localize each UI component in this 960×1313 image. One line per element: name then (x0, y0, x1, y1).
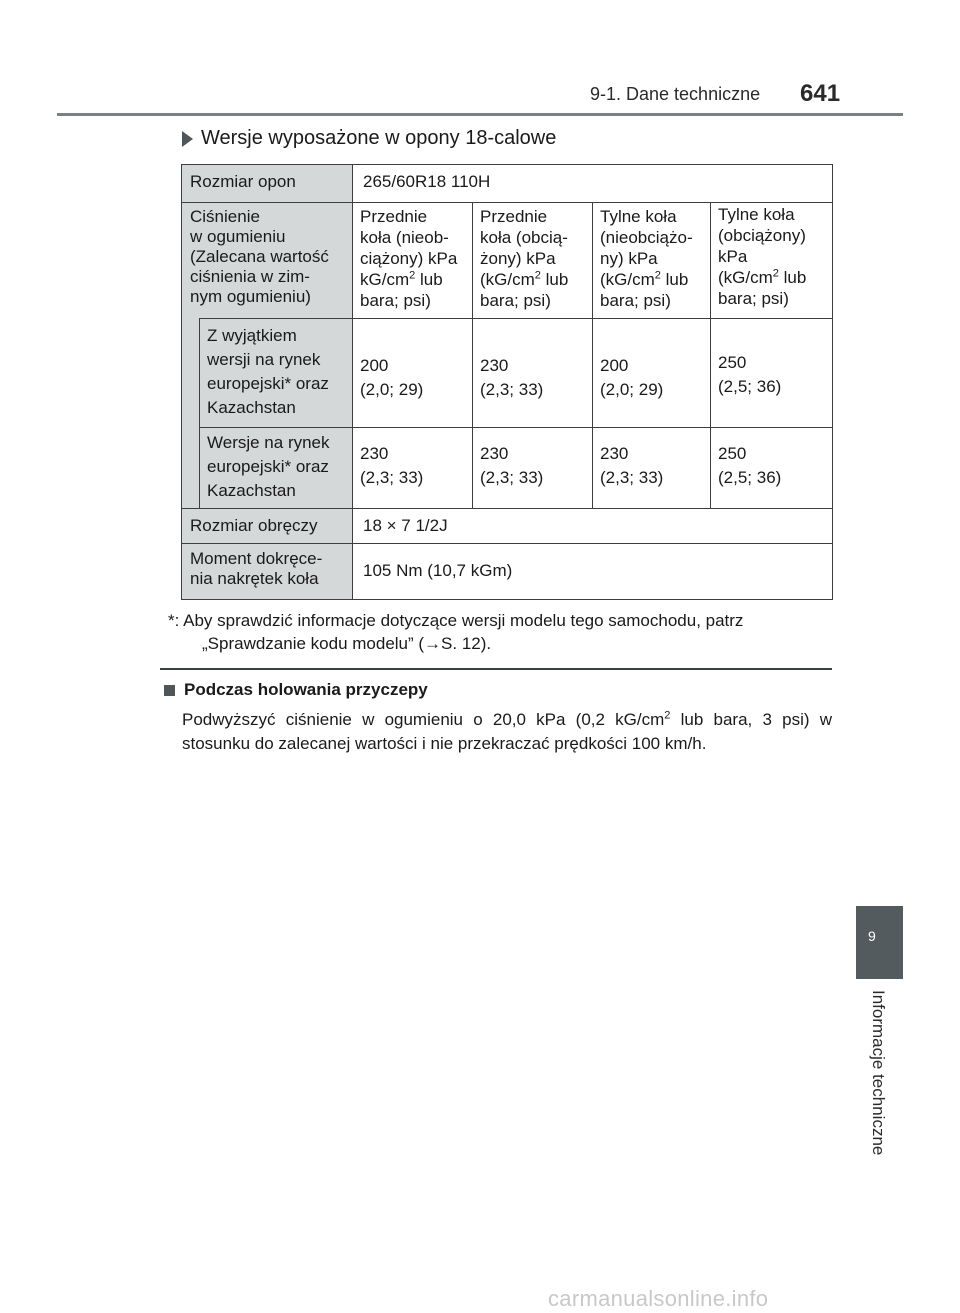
column-header-line: $kG/cm^2$ lub (360, 269, 443, 289)
triangle-bullet-icon (182, 131, 193, 147)
row-label-line: Z wyjątkiem (207, 326, 297, 345)
row-label-line: europejski* oraz (207, 457, 329, 476)
row-label-line: wersji na rynek (207, 350, 321, 369)
footnote (168, 609, 832, 655)
column-header-front-unloaded (352, 202, 472, 318)
header-divider (57, 113, 903, 116)
rim-size-value-cell (352, 508, 832, 543)
section-heading (182, 127, 556, 150)
table-cell: 250 (2,5; 36) (718, 353, 782, 396)
table-cell: 230 (2,3; 33) (360, 444, 424, 487)
torque-label-cell (182, 543, 352, 599)
indent-strip (182, 318, 199, 508)
pressure-label-cell (182, 202, 352, 318)
footnote-line-2: „Sprawdzanie kodu modelu” (→S. 12). (202, 634, 492, 653)
rim-size-label: Rozmiar obręczy (190, 516, 318, 535)
table-cell: 230 (2,3; 33) (600, 444, 664, 487)
page-number: 641 (800, 80, 841, 107)
row-label-line: europejski* oraz (207, 374, 329, 393)
tire-size-value: 265/60R18 110H (363, 172, 491, 191)
column-header-line: Przednie (360, 207, 428, 226)
towing-heading (164, 680, 428, 700)
column-header-rear-unloaded (592, 202, 710, 318)
tire-size-label-cell (182, 165, 352, 202)
column-header-line: Przednie (480, 207, 548, 226)
row-label-non-european (199, 318, 352, 427)
chapter-label: Informacje techniczne (869, 990, 888, 1156)
tire-size-value-cell (352, 165, 832, 202)
column-header-line: ($kG/cm^2$ lub (480, 269, 569, 289)
watermark: carmanualsonline.info (548, 1286, 769, 1311)
row-label-line: Kazachstan (207, 398, 296, 417)
column-header-line: żony) kPa (480, 249, 556, 268)
table-cell: 200 (2,0; 29) (360, 356, 424, 399)
column-header-line: Tylne koła (718, 205, 795, 224)
column-header-front-loaded (472, 202, 592, 318)
row-label-line: Kazachstan (207, 481, 296, 500)
torque-value-cell (352, 543, 832, 599)
column-header-line: ny) kPa (600, 249, 658, 268)
torque-value: 105 Nm (10,7 kGm) (363, 561, 513, 580)
table-cell: 200 (2,0; 29) (600, 356, 664, 399)
section-divider (160, 668, 832, 670)
column-header-line: bara; psi) (600, 291, 671, 310)
column-header-line: koła (obcią- (480, 228, 568, 247)
row-label-line: Wersje na rynek (207, 433, 330, 452)
pressure-label-line: Ciśnienie (190, 207, 260, 226)
column-header-rear-loaded (710, 202, 832, 318)
column-header-line: Tylne koła (600, 207, 677, 226)
footnote-line-1: *: Aby sprawdzić informacje dotyczące wersji modelu tego samochodu, patrz (168, 611, 744, 630)
torque-label-line: nia nakrętek koła (190, 569, 319, 588)
chapter-number: 9 (868, 928, 876, 944)
column-header-line: kPa (718, 247, 748, 266)
header-section-title: 9-1. Dane techniczne (590, 84, 761, 104)
pressure-label-line: w ogumieniu (190, 227, 286, 246)
torque-label-line: Moment dokręce- (190, 549, 323, 568)
column-header-line: ($kG/cm^2$ lub (718, 267, 807, 287)
table-cell: 230 (2,3; 33) (480, 444, 544, 487)
pressure-label-line: nym ogumieniu) (190, 287, 311, 306)
row-label-european (199, 427, 352, 508)
pressure-label-line: (Zalecana wartość (190, 247, 329, 266)
column-header-line: ciążony) kPa (360, 249, 458, 268)
towing-heading-text: Podczas holowania przyczepy (184, 680, 428, 699)
square-bullet-icon (164, 685, 175, 696)
rim-size-value: 18 × 7 1/2J (363, 516, 448, 535)
column-header-line: koła (nieob- (360, 228, 449, 247)
column-header-line: ($kG/cm^2$ lub (600, 269, 689, 289)
rim-size-label-cell (182, 508, 352, 543)
pressure-label-line: ciśnienia w zim- (190, 267, 310, 286)
column-header-line: bara; psi) (480, 291, 551, 310)
chapter-tab[interactable] (856, 906, 903, 979)
table-cell: 230 (2,3; 33) (480, 356, 544, 399)
column-header-line: bara; psi) (718, 289, 789, 308)
tire-size-label: Rozmiar opon (190, 172, 296, 191)
column-header-line: (nieobciążo- (600, 228, 693, 247)
column-header-line: bara; psi) (360, 291, 431, 310)
section-heading-text: Wersje wyposażone w opony 18-calowe (201, 127, 557, 149)
column-header-line: (obciążony) (718, 226, 806, 245)
towing-paragraph: Podwyższyć ciśnienie w ogumieniu o 20,0 kPa (0,2 $kG/cm^2$ lub bara, 3 psi) w stosunku do zalecanej wartości i nie przekraczać prędkości 100 km/h. (182, 709, 832, 753)
table-cell: 250 (2,5; 36) (718, 444, 782, 487)
